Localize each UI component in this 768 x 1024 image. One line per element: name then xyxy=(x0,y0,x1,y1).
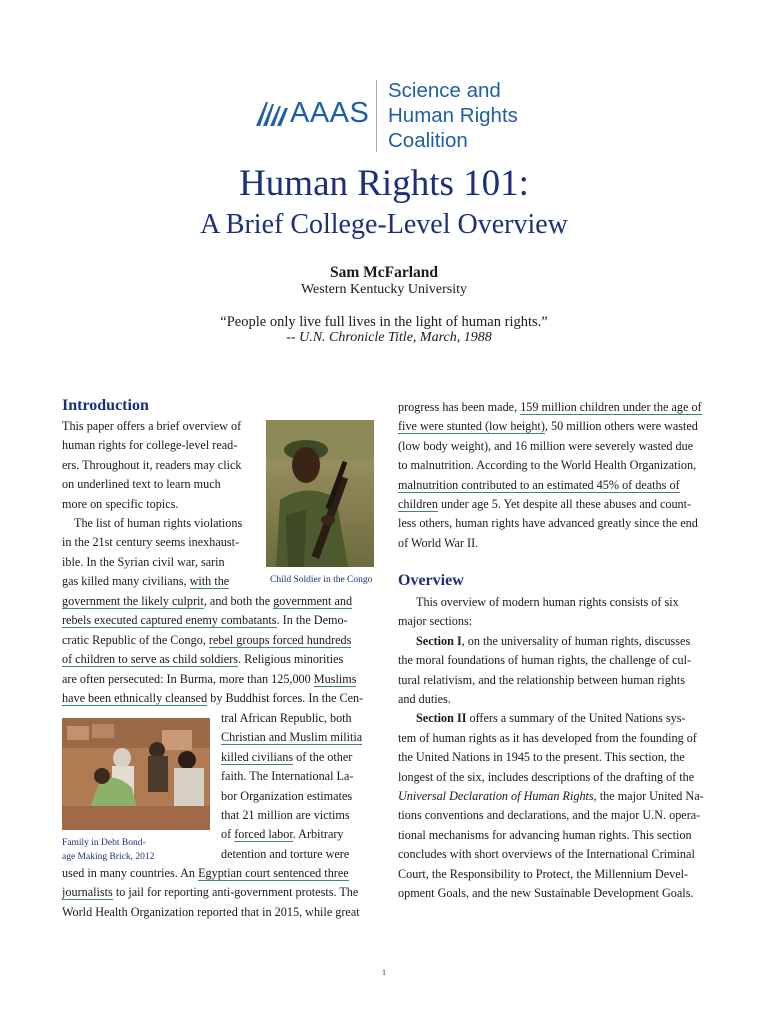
author-affiliation: Western Kentucky University xyxy=(300,282,468,297)
text-line: more on specific topics. xyxy=(62,496,179,511)
text-line: opment Goals, and the new Sustainable Development Goals. xyxy=(398,886,694,901)
section-2-label: Section II xyxy=(416,711,467,726)
text-line: killed civilians of the other xyxy=(221,749,353,764)
text-line: World Health Organization reported that in 2015, while great xyxy=(62,904,360,919)
text-line: and duties. xyxy=(398,692,451,707)
text-line: longest of the six, includes descriptions of the drafting of the xyxy=(398,769,695,784)
text-line: ers. Throughout it, readers may click xyxy=(62,457,242,472)
text-line: of forced labor. Arbitrary xyxy=(221,827,344,842)
link-government-rebels[interactable]: government and xyxy=(273,594,353,608)
text-line xyxy=(398,476,706,495)
family-caption: Family in Debt Bond- age Making Brick, 2012 xyxy=(62,838,155,862)
overview-heading: Overview xyxy=(398,572,464,589)
link-child-soldiers[interactable]: of children to serve as child soldiers xyxy=(62,652,238,667)
link-stunted-children[interactable]: 159 million children under the age of xyxy=(520,400,702,414)
text-line: of World War II. xyxy=(398,535,479,550)
text-line: tions conventions and declarations, and the major U.N. opera- xyxy=(398,808,701,823)
text-line: children under age 5. Yet despite all these abuses and count- xyxy=(398,497,692,512)
link-christian-muslim-militia[interactable]: Christian and Muslim militia xyxy=(221,730,363,745)
link-syria-government[interactable]: with the xyxy=(189,574,230,589)
text-line: progress has been made, 159 million children under the age of xyxy=(398,400,702,414)
text-line: ible. In the Syrian civil war, sarin xyxy=(62,554,225,569)
text-line: human rights for college-level read- xyxy=(62,438,238,453)
logo-divider xyxy=(376,80,377,152)
link-killed-civilians[interactable]: killed civilians xyxy=(221,749,294,764)
coalition-line-3: Coalition xyxy=(388,129,468,152)
text-line: the moral foundations of human rights, the challenge of cul- xyxy=(398,653,692,668)
text-line: tem of human rights as it has developed from the founding of xyxy=(398,730,697,745)
text-line: five were stunted (low height), 50 million others were wasted xyxy=(398,419,698,434)
coalition-name xyxy=(388,78,518,153)
text-line: on underlined text to learn much xyxy=(62,477,221,492)
soldier-caption: Child Soldier in the Congo xyxy=(270,575,373,585)
link-syria-government-cont[interactable]: government the likely culprit xyxy=(62,594,204,608)
text-line: are often persecuted: In Burma, more than 125,000 Muslims xyxy=(62,671,357,686)
text-line: of children to serve as child soldiers. Religious minorities xyxy=(62,652,344,667)
family-debt-bondage-photo xyxy=(62,718,210,830)
document-title: Human Rights 101: xyxy=(239,163,529,204)
intro-body-middle xyxy=(62,592,370,708)
page-number: 1 xyxy=(382,968,386,977)
text-line: detention and torture were xyxy=(221,846,350,861)
text-line: to malnutrition. According to the World Health Organization, xyxy=(398,458,697,473)
text-line: This paper offers a brief overview of xyxy=(62,419,242,433)
text-line: journalists to jail for reporting anti-government protests. The xyxy=(62,885,359,900)
text-line: Court, the Responsibility to Protect, the Millennium Devel- xyxy=(398,866,689,881)
text-line: tral African Republic, both xyxy=(221,711,352,725)
aaas-logo xyxy=(254,78,534,156)
document-subtitle: A Brief College-Level Overview xyxy=(200,209,568,240)
text-line: bor Organization estimates xyxy=(221,788,353,803)
text-line: used in many countries. An Egyptian court sentenced three xyxy=(62,866,349,880)
coalition-line-2: Human Rights xyxy=(388,104,518,127)
link-muslims[interactable]: Muslims xyxy=(313,671,357,686)
text-line: in the 21st century seems inexhaust- xyxy=(62,535,240,550)
text-line: Universal Declaration of Human Rights, the major United Na- xyxy=(398,789,704,804)
section-1-label: Section I xyxy=(416,633,462,648)
link-malnutrition-deaths-cont[interactable]: children xyxy=(398,497,438,512)
link-journalists[interactable]: journalists xyxy=(62,885,113,900)
intro-body-beside-photo xyxy=(221,709,370,864)
introduction-heading: Introduction xyxy=(62,397,149,414)
text-line: gas killed many civilians, with the xyxy=(62,574,230,589)
epigraph-attribution: -- U.N. Chronicle Title, March, 1988 xyxy=(286,330,492,345)
text-line: concludes with short overviews of the International Criminal xyxy=(398,847,695,862)
text-line: cratic Republic of the Congo, rebel groups forced hundreds xyxy=(62,632,352,647)
text-line: tural relativism, and the relationship between human rights xyxy=(398,672,686,687)
text-line: (low body weight), and 16 million were severely wasted due xyxy=(398,438,694,453)
aaas-wordmark: AAAS xyxy=(290,97,370,129)
epigraph-quote: “People only live full lives in the light of human rights.” xyxy=(220,314,548,330)
coalition-line-1: Science and xyxy=(388,79,501,102)
text-line: This overview of modern human rights consists of six xyxy=(416,595,679,609)
text-line xyxy=(221,728,370,747)
link-rebel-groups[interactable]: rebel groups forced hundreds xyxy=(208,632,352,647)
text-line: Section I, on the universality of human rights, discusses xyxy=(416,633,691,648)
text-line: The list of human rights violations xyxy=(74,516,243,531)
child-soldier-photo xyxy=(266,420,374,567)
text-line: less others, human rights have advanced greatly since the end xyxy=(398,516,698,531)
link-malnutrition-deaths[interactable]: malnutrition contributed to an estimated 45% of deaths of xyxy=(398,477,680,492)
overview-body xyxy=(398,593,706,904)
link-forced-labor[interactable]: forced labor xyxy=(234,827,293,842)
link-executed-combatants[interactable]: rebels executed captured enemy combatants xyxy=(62,613,277,628)
text-line: major sections: xyxy=(398,614,473,629)
text-line: faith. The International La- xyxy=(221,769,354,784)
link-ethnically-cleansed[interactable]: have been ethnically cleansed xyxy=(62,691,208,706)
text-line: have been ethnically cleansed by Buddhist forces. In the Cen- xyxy=(62,691,364,706)
aaas-logo-mark-icon xyxy=(254,100,290,128)
intro-body-top xyxy=(62,417,252,592)
text-line: tional mechanisms for advancing human rights. This section xyxy=(398,827,692,842)
text-line: government the likely culprit, and both the government and xyxy=(62,594,353,608)
text-line: rebels executed captured enemy combatants. In the Demo- xyxy=(62,613,348,628)
intro-body-right xyxy=(398,398,706,553)
author-name: Sam McFarland xyxy=(329,264,439,281)
intro-body-bottom xyxy=(62,864,370,922)
text-line: that 21 million are victims xyxy=(221,808,350,823)
link-stunted-children-cont[interactable]: five were stunted (low height) xyxy=(398,419,545,434)
link-egyptian-court[interactable]: Egyptian court sentenced three xyxy=(198,866,349,880)
text-line: Section II offers a summary of the United Nations sys- xyxy=(416,711,686,726)
text-line: the United Nations in 1945 to the present. This section, the xyxy=(398,750,685,765)
